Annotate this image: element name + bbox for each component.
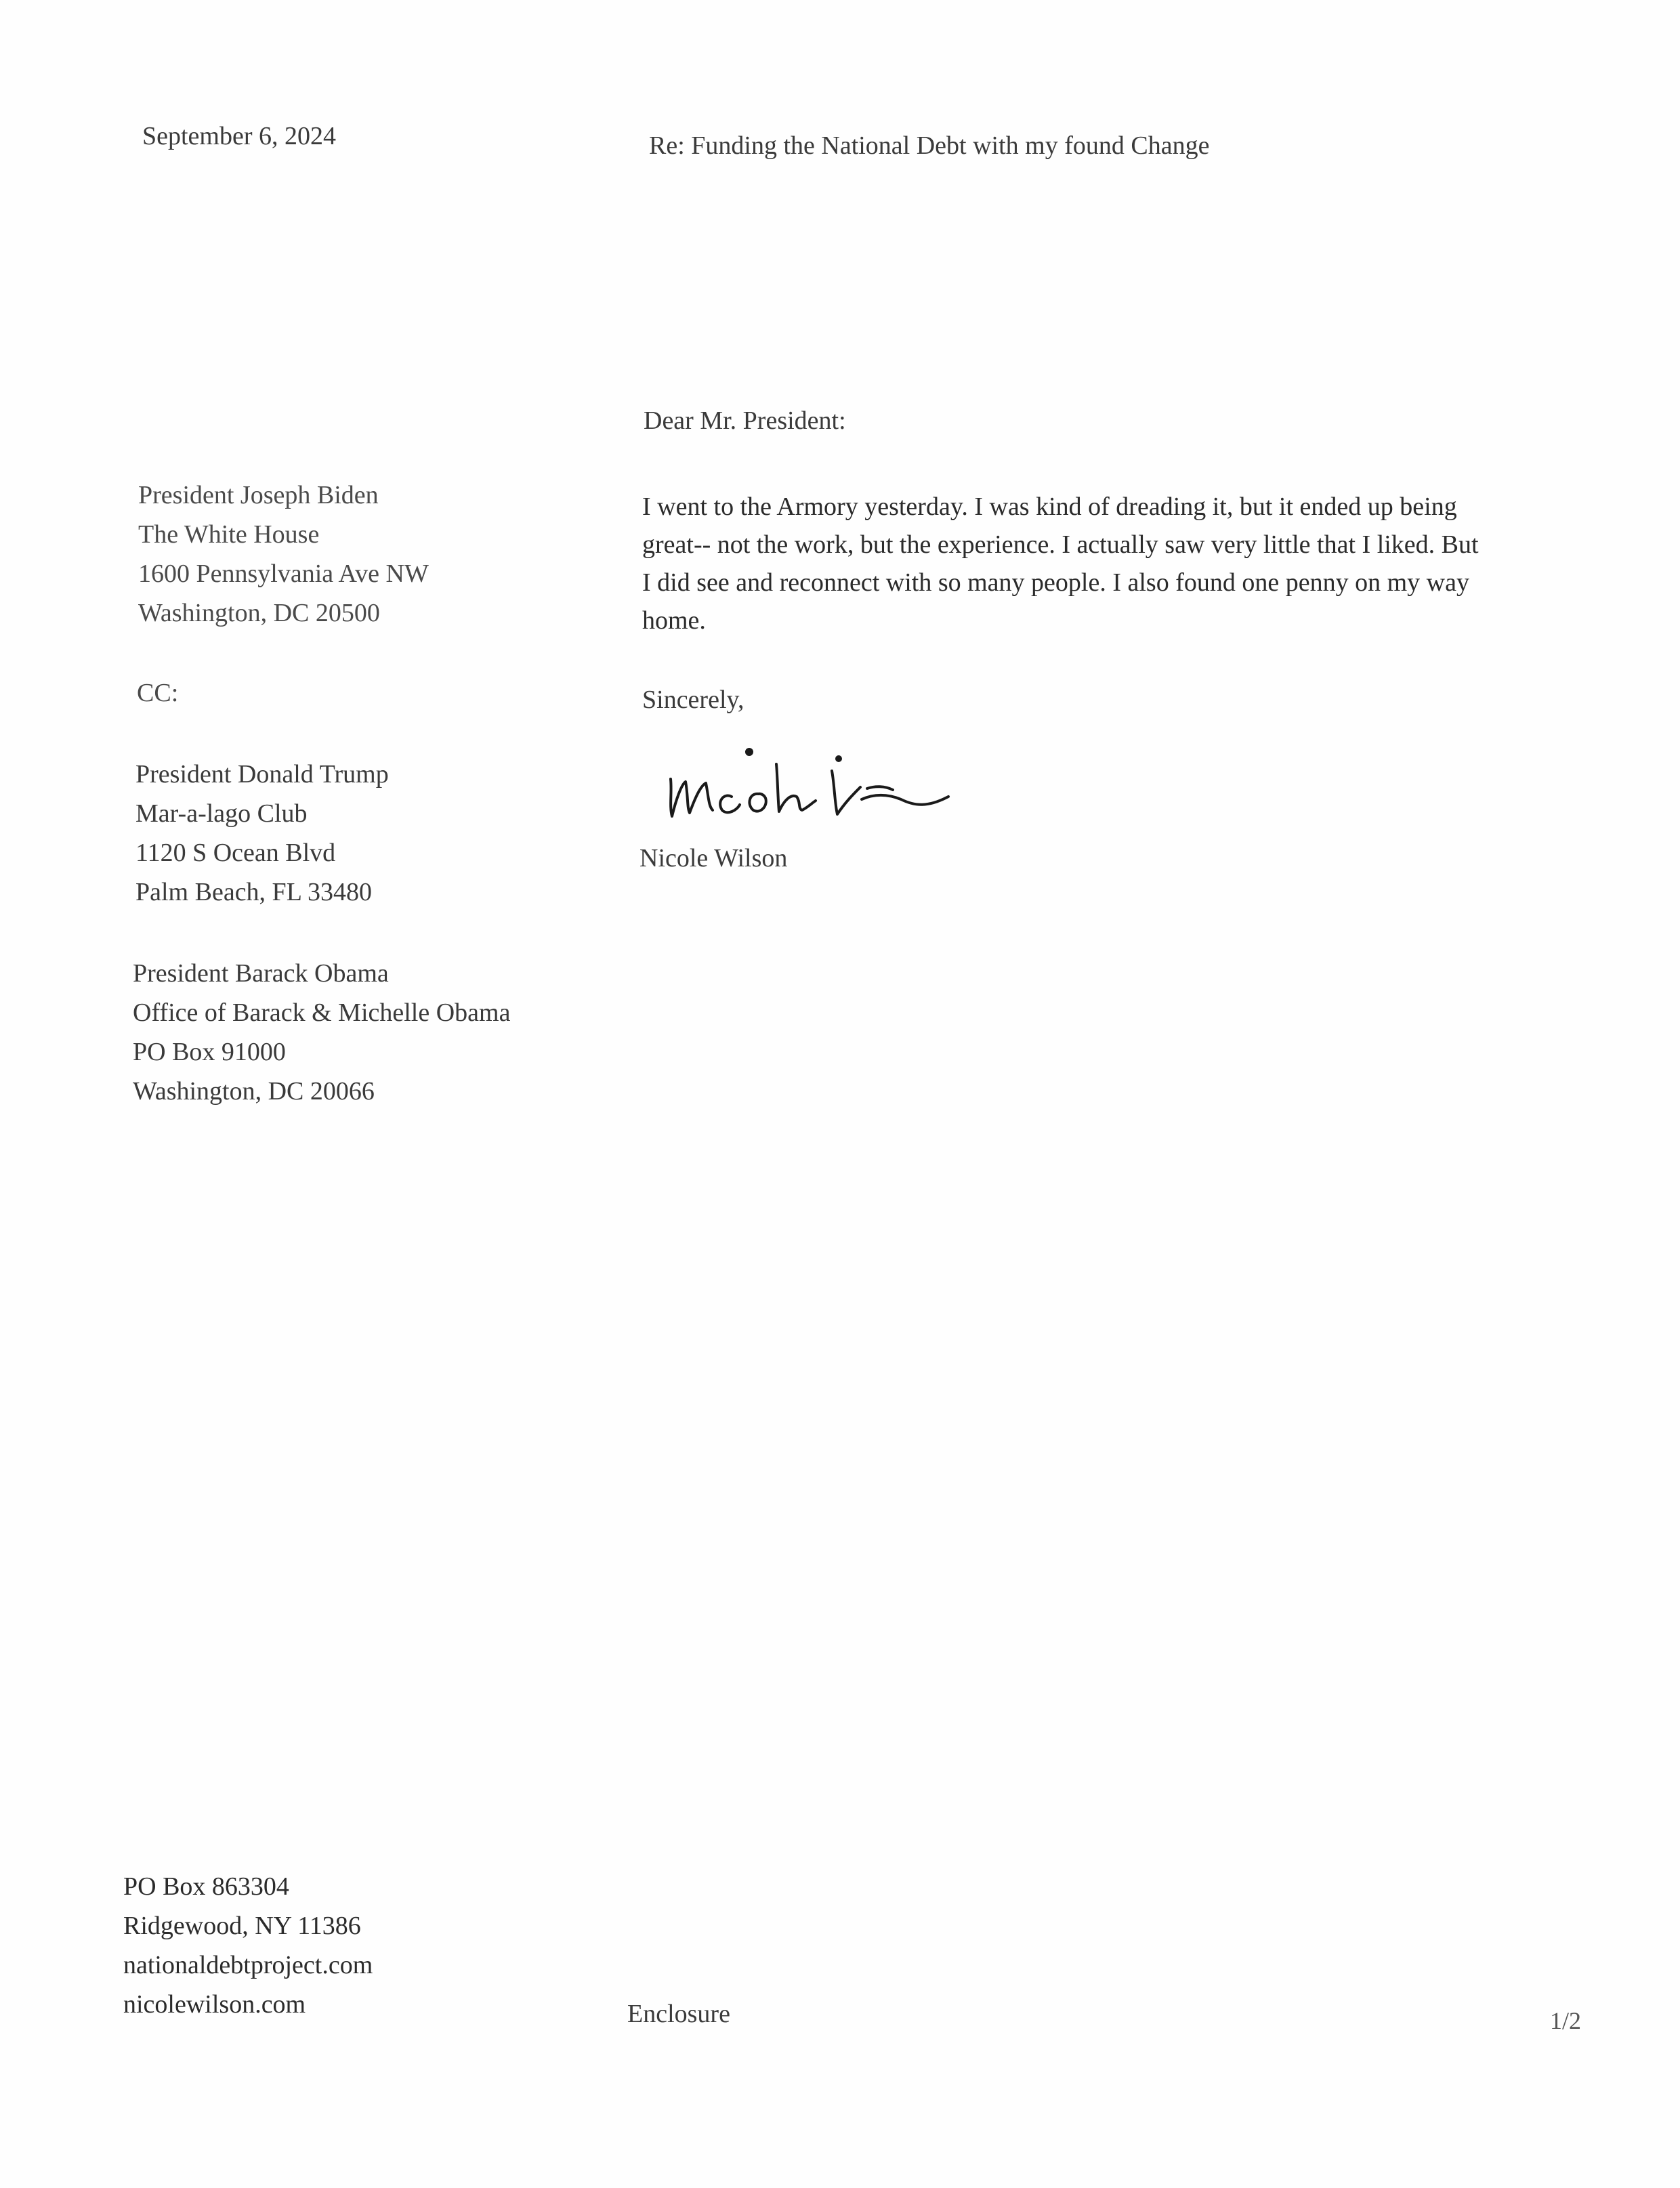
address-line: Mar-a-lago Club	[135, 799, 308, 828]
enclosure-note: Enclosure	[627, 2000, 730, 2028]
body-line: I went to the Armory yesterday. I was kind of dreading it, but it ended up being	[642, 492, 1457, 521]
address-line: Office of Barack & Michelle Obama	[133, 998, 511, 1027]
address-line: President Barack Obama	[133, 959, 389, 988]
recipient-address	[138, 476, 429, 633]
address-line: President Joseph Biden	[138, 481, 379, 509]
address-line: Palm Beach, FL 33480	[135, 878, 372, 906]
body-line: great-- not the work, but the experience. I actually saw very little that I liked. But	[642, 530, 1479, 559]
body-line: I did see and reconnect with so many people. I also found one penny on my way	[642, 568, 1469, 597]
address-line: 1600 Pennsylvania Ave NW	[138, 560, 429, 588]
cc-label: CC:	[137, 679, 179, 707]
footer-line: nicolewilson.com	[123, 1990, 306, 2019]
address-line: The White House	[138, 520, 320, 549]
salutation: Dear Mr. President:	[644, 406, 846, 435]
handwritten-signature	[657, 732, 1009, 833]
address-line: Washington, DC 20066	[133, 1077, 375, 1106]
closing: Sincerely,	[642, 686, 744, 714]
footer-line: nationaldebtproject.com	[123, 1951, 373, 1979]
page-number: 1/2	[1550, 2007, 1582, 2034]
subject-line: Re: Funding the National Debt with my found Change	[649, 131, 1210, 160]
letter-body	[642, 488, 1577, 639]
footer-address	[123, 1867, 373, 2024]
cc-address-trump	[135, 755, 389, 912]
cc-address-obama	[133, 954, 510, 1111]
footer-line: PO Box 863304	[123, 1872, 289, 1901]
signer-name: Nicole Wilson	[639, 844, 788, 872]
footer-line: Ridgewood, NY 11386	[123, 1912, 361, 1940]
body-line: home.	[642, 606, 706, 635]
address-line: President Donald Trump	[135, 760, 389, 788]
letter-date: September 6, 2024	[142, 122, 337, 150]
address-line: Washington, DC 20500	[138, 599, 380, 627]
address-line: 1120 S Ocean Blvd	[135, 839, 336, 867]
address-line: PO Box 91000	[133, 1038, 286, 1066]
